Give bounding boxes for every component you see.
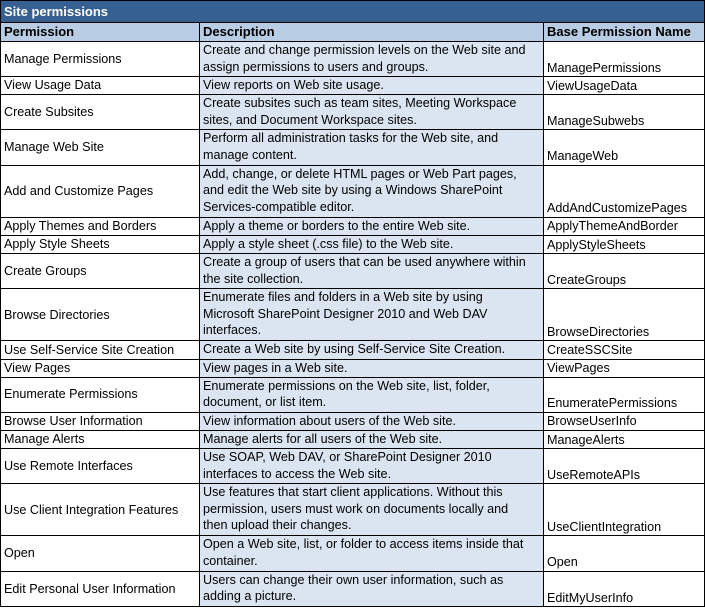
permission-cell: Manage Web Site bbox=[1, 130, 200, 165]
description-line: interfaces to access the Web site. bbox=[203, 466, 392, 481]
table-row bbox=[1, 42, 705, 77]
permission-cell: Create Subsites bbox=[1, 95, 200, 130]
header-base-permission-name: Base Permission Name bbox=[544, 23, 705, 42]
permission-cell: View Pages bbox=[1, 359, 200, 377]
description-line: Add, change, or delete HTML pages or Web Part pages, bbox=[203, 166, 517, 181]
base-permission-cell: ManageWeb bbox=[544, 130, 705, 165]
description-line: sites, and Document Workspace sites. bbox=[203, 112, 417, 127]
description-line: interfaces. bbox=[203, 323, 262, 338]
table-row bbox=[1, 77, 705, 95]
description-cell bbox=[200, 341, 544, 359]
base-permission-cell: EditMyUserInfo bbox=[544, 571, 705, 606]
base-permission-cell: ViewPages bbox=[544, 359, 705, 377]
header-row bbox=[1, 23, 705, 42]
base-permission-cell: EnumeratePermissions bbox=[544, 377, 705, 412]
description-line: Create a group of users that can be used anywhere within bbox=[203, 255, 526, 270]
description-line: Users can change their own user information, such as bbox=[203, 572, 504, 587]
table-row bbox=[1, 217, 705, 235]
base-permission-cell: ManageAlerts bbox=[544, 430, 705, 448]
description-cell bbox=[200, 42, 544, 77]
description-cell bbox=[200, 484, 544, 536]
permission-cell: Browse User Information bbox=[1, 412, 200, 430]
table-row bbox=[1, 484, 705, 536]
permission-cell: Apply Style Sheets bbox=[1, 235, 200, 253]
permission-cell: Use Remote Interfaces bbox=[1, 449, 200, 484]
description-line: Create a Web site by using Self-Service Site Creation. bbox=[203, 342, 506, 357]
table-row bbox=[1, 235, 705, 253]
permission-cell: Create Groups bbox=[1, 254, 200, 289]
description-cell bbox=[200, 217, 544, 235]
table-row bbox=[1, 536, 705, 571]
description-cell bbox=[200, 77, 544, 95]
description-line: Apply a style sheet (.css file) to the Web site. bbox=[203, 236, 454, 251]
base-permission-cell: UseRemoteAPIs bbox=[544, 449, 705, 484]
description-line: View information about users of the Web site. bbox=[203, 413, 456, 428]
description-line: then upload their changes. bbox=[203, 518, 352, 533]
permission-cell: Use Self-Service Site Creation bbox=[1, 341, 200, 359]
base-permission-cell: ViewUsageData bbox=[544, 77, 705, 95]
description-cell bbox=[200, 377, 544, 412]
description-line: container. bbox=[203, 553, 258, 568]
description-cell bbox=[200, 130, 544, 165]
header-description: Description bbox=[200, 23, 544, 42]
base-permission-cell: UseClientIntegration bbox=[544, 484, 705, 536]
description-line: Enumerate permissions on the Web site, list, folder, bbox=[203, 378, 490, 393]
table-title: Site permissions bbox=[1, 1, 705, 23]
description-line: Open a Web site, list, or folder to access items inside that bbox=[203, 537, 524, 552]
description-cell bbox=[200, 359, 544, 377]
permission-cell: Edit Personal User Information bbox=[1, 571, 200, 606]
description-line: manage content. bbox=[203, 147, 297, 162]
description-line: Use features that start client applications. Without this bbox=[203, 485, 503, 500]
table-row bbox=[1, 289, 705, 341]
table-row bbox=[1, 95, 705, 130]
base-permission-cell: BrowseDirectories bbox=[544, 289, 705, 341]
description-line: Apply a theme or borders to the entire Web site. bbox=[203, 218, 471, 233]
description-line: Enumerate files and folders in a Web site by using bbox=[203, 290, 483, 305]
description-line: Perform all administration tasks for the Web site, and bbox=[203, 131, 499, 146]
description-line: the site collection. bbox=[203, 271, 304, 286]
description-cell bbox=[200, 165, 544, 217]
description-line: Create and change permission levels on the Web site and bbox=[203, 43, 526, 57]
table-row bbox=[1, 412, 705, 430]
table-row bbox=[1, 571, 705, 606]
permission-cell: Browse Directories bbox=[1, 289, 200, 341]
description-line: Services-compatible editor. bbox=[203, 199, 355, 214]
base-permission-cell: ApplyThemeAndBorder bbox=[544, 217, 705, 235]
description-line: Use SOAP, Web DAV, or SharePoint Designer 2010 bbox=[203, 450, 492, 465]
description-line: permission, users must work on documents locally and bbox=[203, 501, 509, 516]
description-cell bbox=[200, 412, 544, 430]
description-line: adding a picture. bbox=[203, 589, 297, 604]
title-row bbox=[1, 1, 705, 23]
permission-cell: Enumerate Permissions bbox=[1, 377, 200, 412]
base-permission-cell: Open bbox=[544, 536, 705, 571]
header-permission: Permission bbox=[1, 23, 200, 42]
description-cell bbox=[200, 536, 544, 571]
permission-cell: Add and Customize Pages bbox=[1, 165, 200, 217]
description-cell bbox=[200, 571, 544, 606]
base-permission-cell: ApplyStyleSheets bbox=[544, 235, 705, 253]
table-row bbox=[1, 130, 705, 165]
table-row bbox=[1, 165, 705, 217]
description-line: Create subsites such as team sites, Meeting Workspace bbox=[203, 96, 517, 111]
description-cell bbox=[200, 235, 544, 253]
permission-cell: Open bbox=[1, 536, 200, 571]
base-permission-cell: ManageSubwebs bbox=[544, 95, 705, 130]
description-line: document, or list item. bbox=[203, 395, 327, 410]
permission-cell: Manage Alerts bbox=[1, 430, 200, 448]
description-line: Microsoft SharePoint Designer 2010 and Web DAV bbox=[203, 306, 488, 321]
description-cell bbox=[200, 449, 544, 484]
base-permission-cell: CreateSSCSite bbox=[544, 341, 705, 359]
description-line: View pages in a Web site. bbox=[203, 360, 348, 375]
permission-cell: Use Client Integration Features bbox=[1, 484, 200, 536]
permission-cell: Manage Permissions bbox=[1, 42, 200, 77]
table-row bbox=[1, 359, 705, 377]
description-cell bbox=[200, 95, 544, 130]
table-row bbox=[1, 254, 705, 289]
base-permission-cell: CreateGroups bbox=[544, 254, 705, 289]
table-row bbox=[1, 377, 705, 412]
description-cell bbox=[200, 289, 544, 341]
description-line: and edit the Web site by using a Windows SharePoint bbox=[203, 183, 503, 198]
permission-cell: Apply Themes and Borders bbox=[1, 217, 200, 235]
description-cell bbox=[200, 254, 544, 289]
description-line: View reports on Web site usage. bbox=[203, 78, 384, 93]
base-permission-cell: AddAndCustomizePages bbox=[544, 165, 705, 217]
table-row bbox=[1, 449, 705, 484]
description-cell bbox=[200, 430, 544, 448]
permission-cell: View Usage Data bbox=[1, 77, 200, 95]
table-row bbox=[1, 430, 705, 448]
base-permission-cell: BrowseUserInfo bbox=[544, 412, 705, 430]
base-permission-cell: ManagePermissions bbox=[544, 42, 705, 77]
description-line: Manage alerts for all users of the Web site. bbox=[203, 431, 443, 446]
table-row bbox=[1, 341, 705, 359]
description-line: assign permissions to users and groups. bbox=[203, 59, 429, 74]
